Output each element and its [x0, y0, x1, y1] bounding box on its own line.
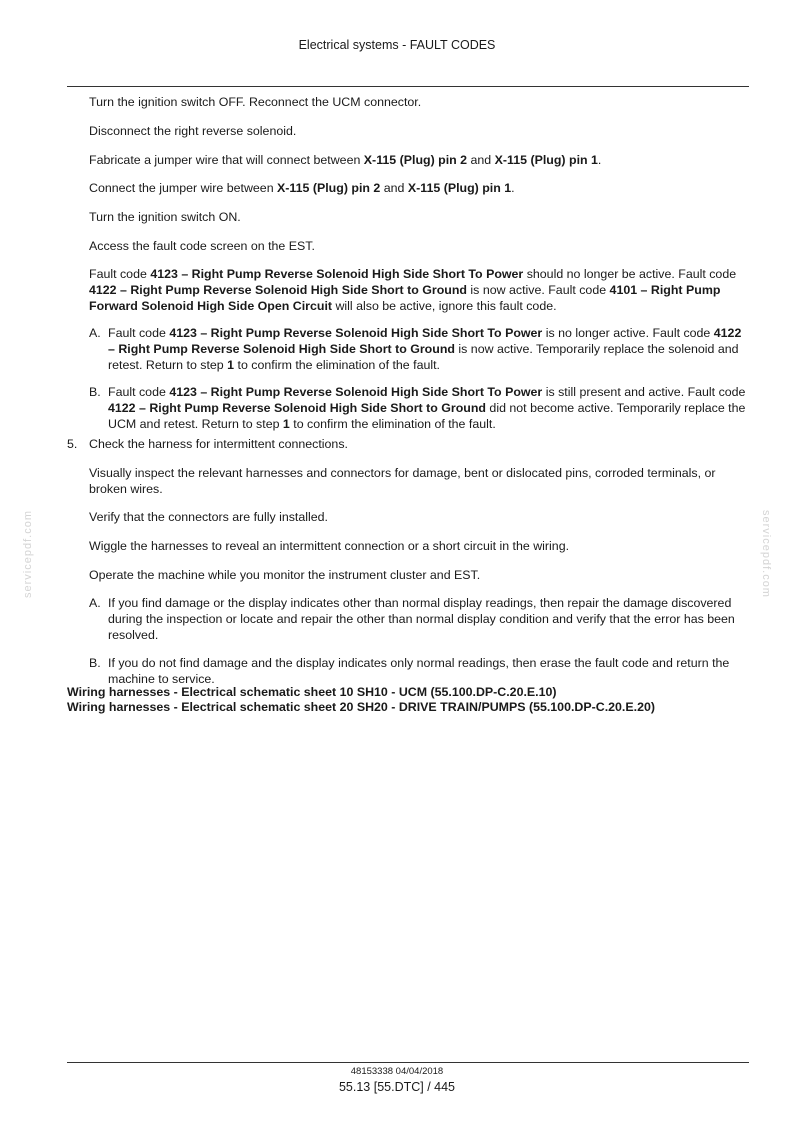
- list-marker: B.: [89, 385, 101, 399]
- result-item-b: B. Fault code 4123 – Right Pump Reverse Solenoid High Side Short To Power is still present and active. Fault code 4122 – Right Pump Reverse Solenoid High Side Short to Ground did not become active. Temporarily replace the UCM and retest. Return to step 1 to confirm the elimination of the fault.: [89, 385, 746, 431]
- watermark-right: servicepdf.com: [760, 510, 772, 598]
- schematic-link-sh10[interactable]: Wiring harnesses - Electrical schematic sheet 10 SH10 - UCM (55.100.DP-C.20.E.10): [67, 685, 557, 699]
- step-disconnect-solenoid: Disconnect the right reverse solenoid.: [89, 124, 297, 138]
- result-item-a2: [89, 595, 751, 643]
- step-5: [67, 436, 751, 452]
- schematic-link-sh20[interactable]: Wiring harnesses - Electrical schematic sheet 20 SH20 - DRIVE TRAIN/PUMPS (55.100.DP-C.20.E.20): [67, 700, 655, 714]
- operate-machine-paragraph: Operate the machine while you monitor the instrument cluster and EST.: [89, 568, 481, 582]
- list-marker: B.: [89, 656, 101, 670]
- step-fabricate-jumper: Fabricate a jumper wire that will connect between X-115 (Plug) pin 2 and X-115 (Plug) pin 1.: [89, 153, 602, 167]
- watermark-left: servicepdf.com: [22, 510, 34, 598]
- step-number: 5.: [67, 437, 78, 451]
- result-item-a2-text: If you find damage or the display indicates other than normal display readings, then repair the damage discovered during the inspection or locate and repair the other than normal display condition and verify that the error has been resolved.: [108, 596, 735, 642]
- wiggle-harness-paragraph: Wiggle the harnesses to reveal an intermittent connection or a short circuit in the wiring.: [89, 539, 570, 553]
- list-marker: A.: [89, 596, 101, 610]
- footer-document-code: 48153338 04/04/2018: [350, 1066, 444, 1077]
- result-item-b2: [89, 655, 751, 687]
- step-5-text: Check the harness for intermittent connections.: [89, 437, 348, 451]
- inspect-harness-paragraph: Visually inspect the relevant harnesses and connectors for damage, bent or dislocated pins, corroded terminals, or broken wires.: [89, 466, 716, 496]
- page-header-title: Electrical systems - FAULT CODES: [298, 38, 496, 52]
- result-item-a: A. Fault code 4123 – Right Pump Reverse Solenoid High Side Short To Power is no longer active. Fault code 4122 – Right Pump Reverse Solenoid High Side Short to Ground is now active. Temporarily replace the solenoid and retest. Return to step 1 to confirm the elimination of the fault.: [89, 326, 742, 372]
- list-marker: A.: [89, 326, 101, 340]
- step-reconnect-ucm: Turn the ignition switch OFF. Reconnect the UCM connector.: [89, 95, 422, 109]
- footer-rule: [67, 1062, 749, 1063]
- verify-connectors-paragraph: Verify that the connectors are fully installed.: [89, 510, 328, 524]
- header-rule: [67, 86, 749, 87]
- step-ignition-on: Turn the ignition switch ON.: [89, 210, 241, 224]
- footer-page-number: 55.13 [55.DTC] / 445: [338, 1080, 456, 1094]
- step-connect-jumper: Connect the jumper wire between X-115 (Plug) pin 2 and X-115 (Plug) pin 1.: [89, 181, 515, 195]
- step-access-fault-screen: Access the fault code screen on the EST.: [89, 239, 315, 253]
- result-item-b2-text: If you do not find damage and the display indicates only normal readings, then erase the fault code and return the machine to service.: [108, 656, 730, 686]
- fault-code-expectation: Fault code 4123 – Right Pump Reverse Solenoid High Side Short To Power should no longer be active. Fault code 4122 – Right Pump Reverse Solenoid High Side Short to Ground is now active. Fault code 4101 – Right Pump Forward Solenoid High Side Open Circuit will also be active, ignore this fault code.: [89, 267, 737, 313]
